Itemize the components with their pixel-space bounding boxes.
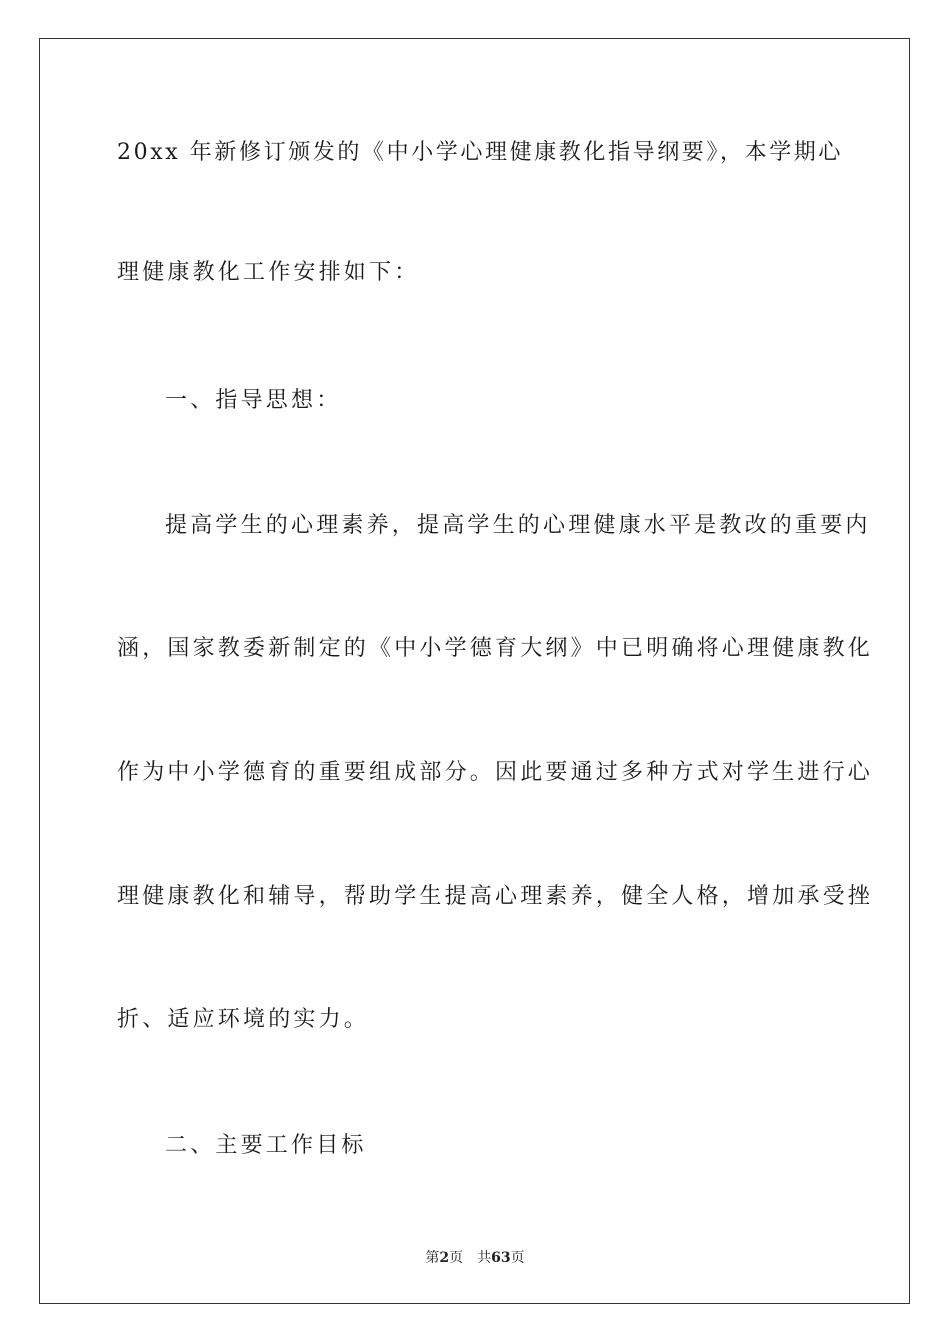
body-text-line: 折、适应环境的实力。 (117, 1007, 370, 1032)
page-prefix: 第 (425, 1250, 440, 1266)
total-prefix: 共 (477, 1250, 492, 1266)
section-heading: 二、主要工作目标 (165, 1133, 367, 1158)
body-text-line: 作为中小学德育的重要组成部分。因此要通过多种方式对学生进行心 (117, 760, 874, 785)
page-suffix: 页 (449, 1250, 464, 1266)
body-text-line: 涵，国家教委新制定的《中小学德育大纲》中已明确将心理健康教化 (117, 636, 874, 661)
page-footer (0, 1247, 950, 1267)
body-text-line: 提高学生的心理素养，提高学生的心理健康水平是教改的重要内 (165, 513, 871, 538)
page-number: 2 (439, 1250, 450, 1266)
body-text-line: 理健康教化和辅导，帮助学生提高心理素养，健全人格，增加承受挫 (117, 884, 874, 909)
total-pages: 63 (491, 1250, 511, 1266)
section-heading: 一、指导思想： (165, 388, 342, 413)
body-text-line: 理健康教化工作安排如下： (117, 260, 420, 285)
total-suffix: 页 (510, 1250, 525, 1266)
page-border (39, 38, 910, 1304)
body-text-line: 20xx 年新修订颁发的《中小学心理健康教化指导纲要》，本学期心 (117, 140, 844, 165)
